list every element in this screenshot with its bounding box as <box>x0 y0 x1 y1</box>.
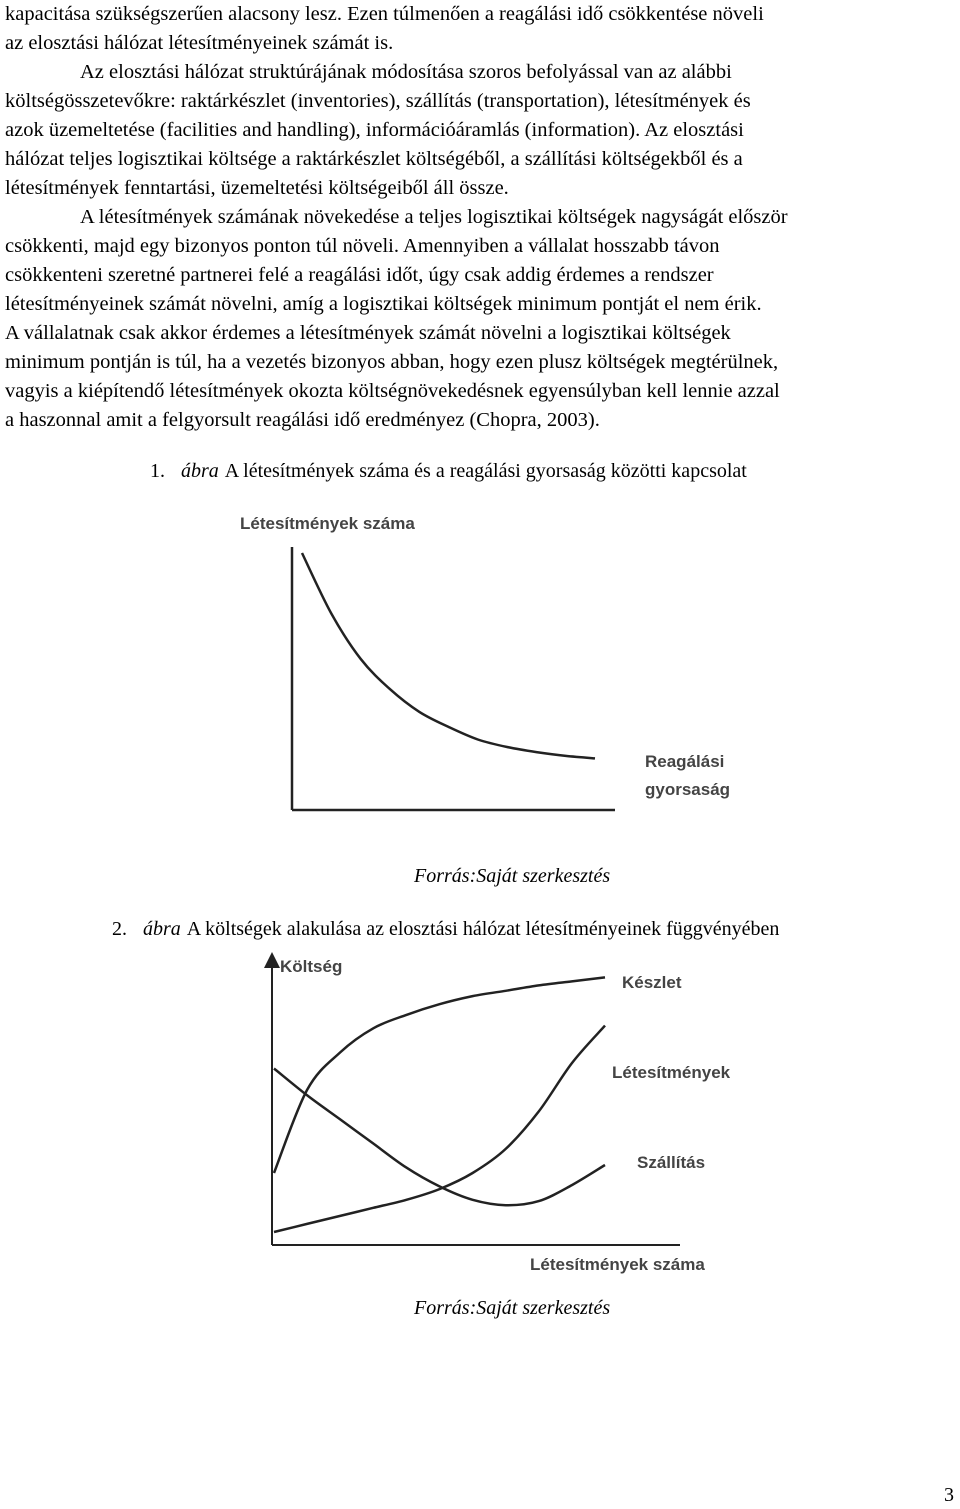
figure2-title: A költségek alakulása az elosztási hálózat létesítményeinek függvényében <box>186 918 780 940</box>
figure2-caption <box>112 918 779 941</box>
figure2-chart <box>250 950 770 1280</box>
figure1-xlabel-line2: gyorsaság <box>645 780 731 799</box>
figure1-xlabel-line1: Reagálási <box>645 752 725 771</box>
text-line: költségösszetevőkre: raktárkészlet (inventories), szállítás (transportation), létesítmények és <box>5 90 751 112</box>
text-line: az elosztási hálózat létesítményeinek számát is. <box>5 32 394 54</box>
figure1-title: A létesítmények száma és a reagálási gyorsaság közötti kapcsolat <box>224 460 747 482</box>
text-line: csökkenti, majd egy bizonyos ponton túl növeli. Amennyiben a vállalat hosszabb távon <box>5 235 720 257</box>
text-line: vagyis a kiépítendő létesítmények okozta költségnövekedésnek egyensúlyban kell lennie azzal <box>5 380 780 402</box>
text-line: hálózat teljes logisztikai költsége a raktárkészlet költségéből, a szállítási költségekből és a <box>5 148 743 170</box>
text-line: csökkenteni szeretné partnerei felé a reagálási időt, úgy csak addig érdemes a rendszer <box>5 264 714 286</box>
legend-label-letesitmenyek: Létesítmények <box>612 1063 731 1082</box>
series-line-keszlet <box>274 977 605 1173</box>
figure1-number: 1. <box>150 460 165 482</box>
figure2-abra: ábra <box>143 918 181 940</box>
text-line: azok üzemeltetése (facilities and handling), információáramlás (information). Az elosztási <box>5 119 744 141</box>
text-line: minimum pontján is túl, ha a vezetés bizonyos abban, hogy ezen plusz költségek megtérülnek, <box>5 351 779 373</box>
page-number: 3 <box>944 1484 954 1506</box>
figure1-caption <box>150 460 747 483</box>
figure2-xlabel: Létesítmények száma <box>530 1255 705 1274</box>
figure1-abra: ábra <box>181 460 219 482</box>
figure2-source: Forrás:Saját szerkesztés <box>414 1297 611 1319</box>
text-line: létesítmények fenntartási, üzemeltetési költségeiből áll össze. <box>5 177 509 199</box>
text-line: A létesítmények számának növekedése a teljes logisztikai költségek nagyságát először <box>80 206 788 228</box>
figure1-source: Forrás:Saját szerkesztés <box>414 865 611 887</box>
figure1-chart <box>220 505 760 835</box>
legend-label-keszlet: Készlet <box>622 973 682 992</box>
series-line-letesitmenyek <box>274 1026 605 1232</box>
figure1-ylabel: Létesítmények száma <box>240 514 415 533</box>
figure1-curve <box>302 553 595 758</box>
text-line: a haszonnal amit a felgyorsult reagálási idő eredményez (Chopra, 2003). <box>5 409 600 431</box>
figure2-number: 2. <box>112 918 127 940</box>
text-line: kapacitása szükségszerűen alacsony lesz. Ezen túlmenően a reagálási idő csökkentése növeli <box>5 3 764 25</box>
legend-label-szallitas: Szállítás <box>637 1153 706 1172</box>
body-text <box>5 0 955 435</box>
figure2-ylabel: Költség <box>280 957 343 976</box>
text-line: A vállalatnak csak akkor érdemes a létesítmények számát növelni a logisztikai költségek <box>5 322 731 344</box>
text-line: Az elosztási hálózat struktúrájának módosítása szoros befolyással van az alábbi <box>80 61 732 83</box>
text-line: létesítményeinek számát növelni, amíg a logisztikai költségek minimum pontját el nem érik. <box>5 293 762 315</box>
